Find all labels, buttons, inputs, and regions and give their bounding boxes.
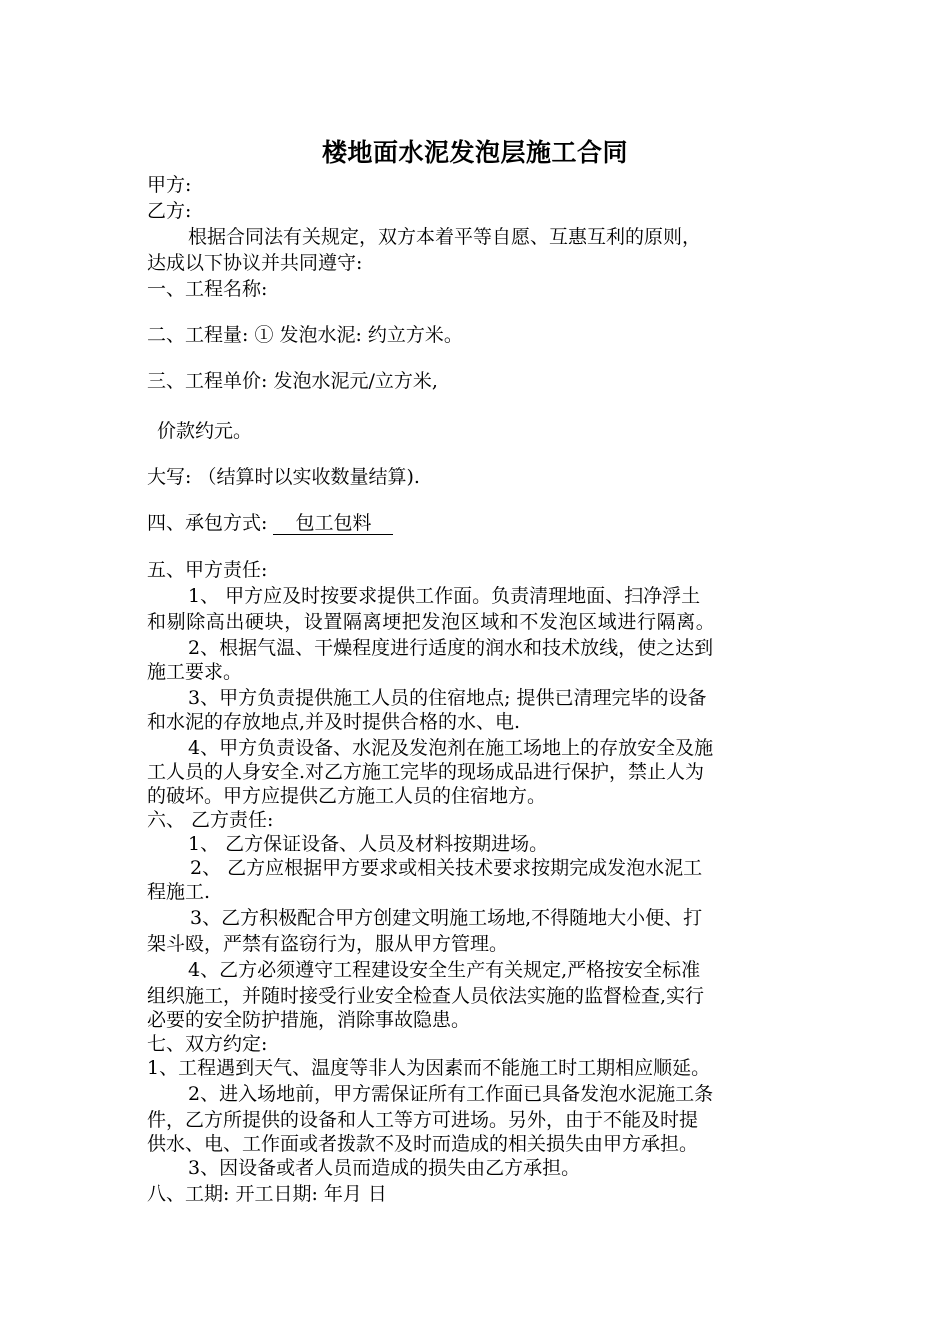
section-6-item-2-line-1: 2、 乙方应根据甲方要求或相关技术要求按期完成发泡水泥工 [190,857,703,879]
section-6-item-3-line-1: 3、乙方积极配合甲方创建文明施工场地,不得随地大小便、打 [190,907,703,929]
section-6-item-2-line-2: 程施工. [147,881,211,903]
section-5-heading: 五、甲方责任: [147,559,268,581]
section-7-heading: 七、双方约定: [147,1033,268,1055]
party-b-line: 乙方: [147,200,192,222]
section-6-item-1: 1、 乙方保证设备、人员及材料按期进场。 [188,833,549,855]
section-6-item-4-line-1: 4、乙方必须遵守工程建设安全生产有关规定,严格按安全标准 [188,959,701,981]
section-7-item-2-line-1: 2、进入场地前，甲方需保证所有工作面已具备发泡水泥施工条 [188,1083,714,1105]
section-5-item-4-line-3: 的破坏。甲方应提供乙方施工人员的住宿地方。 [147,785,547,807]
section-3-heading: 三、工程单价: 发泡水泥元/立方米, [147,370,438,392]
section-6-item-4-line-2: 组织施工，并随时接受行业安全检查人员依法实施的监督检查,实行 [147,985,705,1007]
section-7-item-2-line-3: 供水、电、工作面或者拨款不及时而造成的相关损失由甲方承担。 [147,1133,699,1155]
party-a-line: 甲方: [147,174,192,196]
section-8-heading: 八、工期: 开工日期: 年月 日 [147,1183,387,1205]
section-4-label: 四、承包方式: [147,512,268,534]
section-7-item-3: 3、因设备或者人员而造成的损失由乙方承担。 [188,1157,581,1179]
section-7-item-2-line-2: 件，乙方所提供的设备和人工等方可进场。另外，由于不能及时提 [147,1109,699,1131]
section-6-item-4-line-3: 必要的安全防护措施，消除事故隐患。 [147,1009,471,1031]
section-5-item-1-line-2: 和剔除高出硬块，设置隔离埂把发泡区域和不发泡区域进行隔离。 [147,611,716,633]
section-5-item-4-line-1: 4、甲方负责设备、水泥及发泡剂在施工场地上的存放安全及施 [188,737,714,759]
section-1-heading: 一、工程名称: [147,278,268,300]
intro-line-2: 达成以下协议并共同遵守: [147,252,363,274]
section-5-item-2-line-1: 2、根据气温、干燥程度进行适度的润水和技术放线，使之达到 [188,637,714,659]
section-5-item-3-line-2: 和水泥的存放地点,并及时提供合格的水、电. [147,711,521,733]
section-3-daxie: 大写: （结算时以实收数量结算). [147,466,420,488]
page-title: 楼地面水泥发泡层施工合同 [321,138,628,167]
section-4-heading [147,510,393,536]
section-3-price: 价款约元。 [157,420,253,442]
intro-line-1: 根据合同法有关规定，双方本着平等自愿、互惠互利的原则， [188,226,702,248]
section-6-heading: 六、 乙方责任: [147,809,274,831]
section-2-heading: 二、工程量: ① 发泡水泥: 约立方米。 [147,324,463,346]
section-5-item-4-line-2: 工人员的人身安全.对乙方施工完毕的现场成品进行保护，禁止人为 [147,761,705,783]
section-7-item-1: 1、工程遇到天气、温度等非人为因素而不能施工时工期相应顺延。 [147,1057,711,1079]
contract-method-value: 包工包料 [273,512,393,535]
section-5-item-2-line-2: 施工要求。 [147,661,243,683]
section-6-item-3-line-2: 架斗殴，严禁有盗窃行为，服从甲方管理。 [147,933,509,955]
section-5-item-1-line-1: 1、 甲方应及时按要求提供工作面。负责清理地面、扫净浮土 [188,585,701,607]
section-5-item-3-line-1: 3、甲方负责提供施工人员的住宿地点; 提供已清理完毕的设备 [188,687,707,709]
